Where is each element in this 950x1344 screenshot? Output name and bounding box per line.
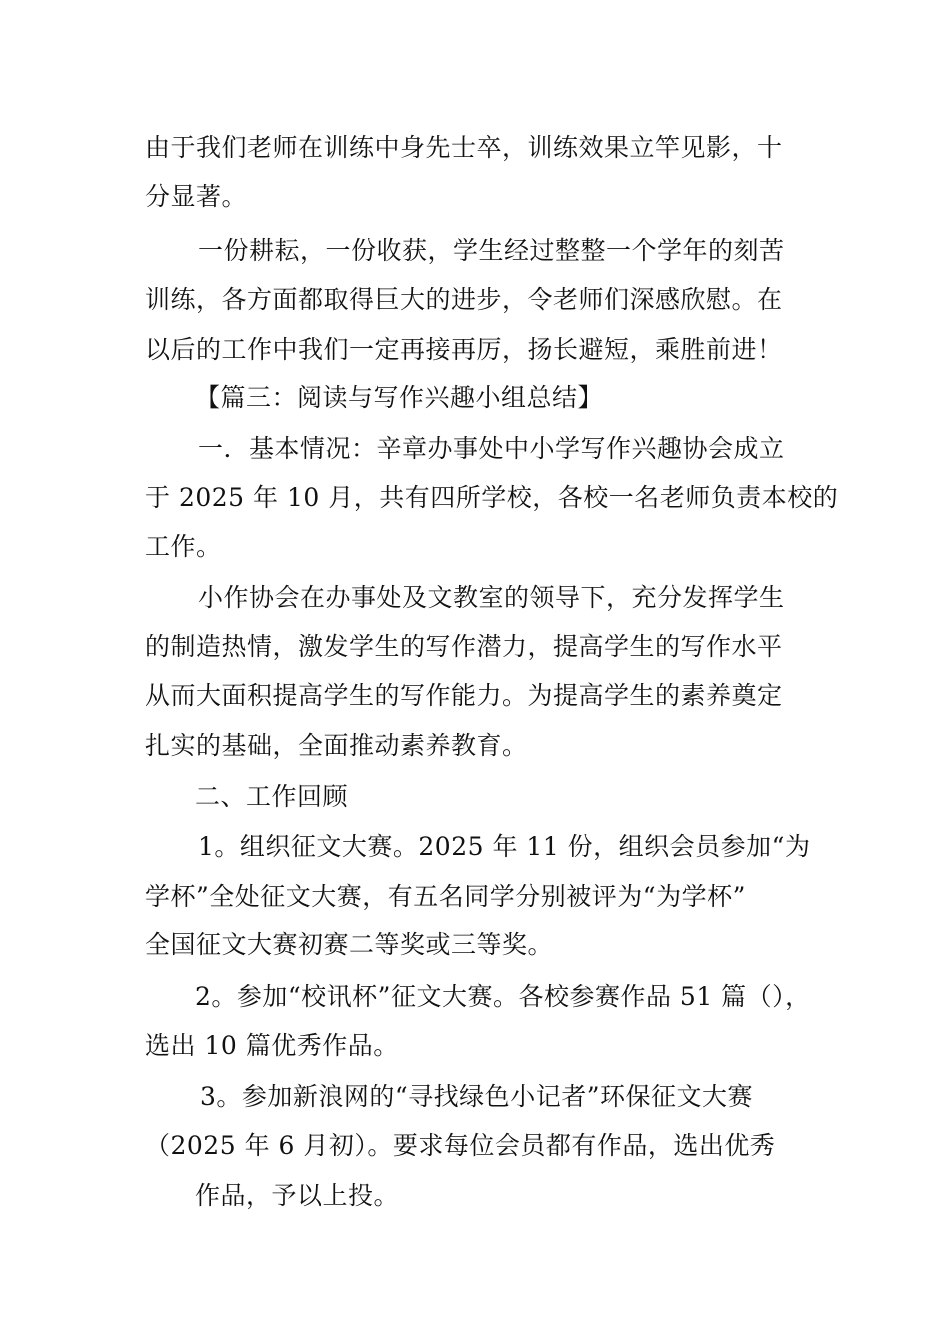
text-line-20: 3。参加新浪网的“寻找绿色小记者”环保征文大赛 — [200, 1082, 753, 1111]
text-line-2: 分显著。 — [145, 182, 248, 211]
text-line-5: 以后的工作中我们一定再接再厉，扬长避短，乘胜前进！ — [145, 335, 783, 364]
section-heading: 【篇三：阅读与写作兴趣小组总结】 — [195, 383, 604, 412]
text-line-16: 学杯”全处征文大赛，有五名同学分别被评为“为学杯” — [145, 882, 746, 911]
text-line-15: 1。组织征文大赛。2025 年 11 份，组织会员参加“为 — [198, 832, 811, 861]
text-line-10: 小作协会在办事处及文教室的领导下，充分发挥学生 — [198, 583, 785, 612]
subsection-heading: 二、工作回顾 — [195, 782, 349, 811]
text-line-13: 扎实的基础，全面推动素养教育。 — [145, 731, 528, 760]
text-line-19: 选出 10 篇优秀作品。 — [145, 1031, 399, 1060]
text-line-3: 一份耕耘，一份收获，学生经过整整一个学年的刻苦 — [198, 236, 785, 265]
text-line-4: 训练，各方面都取得巨大的进步，令老师们深感欣慰。在 — [145, 285, 783, 314]
text-line-17: 全国征文大赛初赛二等奖或三等奖。 — [145, 930, 554, 959]
text-line-18: 2。参加“校讯杯”征文大赛。各校参赛作品 51 篇（）， — [195, 982, 811, 1011]
text-line-11: 的制造热情，激发学生的写作潜力，提高学生的写作水平 — [145, 632, 783, 661]
text-line-1: 由于我们老师在训练中身先士卒，训练效果立竿见影，十 — [145, 133, 783, 162]
text-line-12: 从而大面积提高学生的写作能力。为提高学生的素养奠定 — [145, 681, 783, 710]
text-line-8: 于 2025 年 10 月，共有四所学校，各校一名老师负责本校的 — [145, 483, 839, 512]
text-line-21: （2025 年 6 月初）。要求每位会员都有作品，选出优秀 — [145, 1131, 776, 1160]
text-line-9: 工作。 — [145, 532, 222, 561]
text-line-7: 一．基本情况：辛章办事处中小学写作兴趣协会成立 — [198, 434, 785, 463]
text-line-22: 作品，予以上投。 — [195, 1181, 400, 1210]
